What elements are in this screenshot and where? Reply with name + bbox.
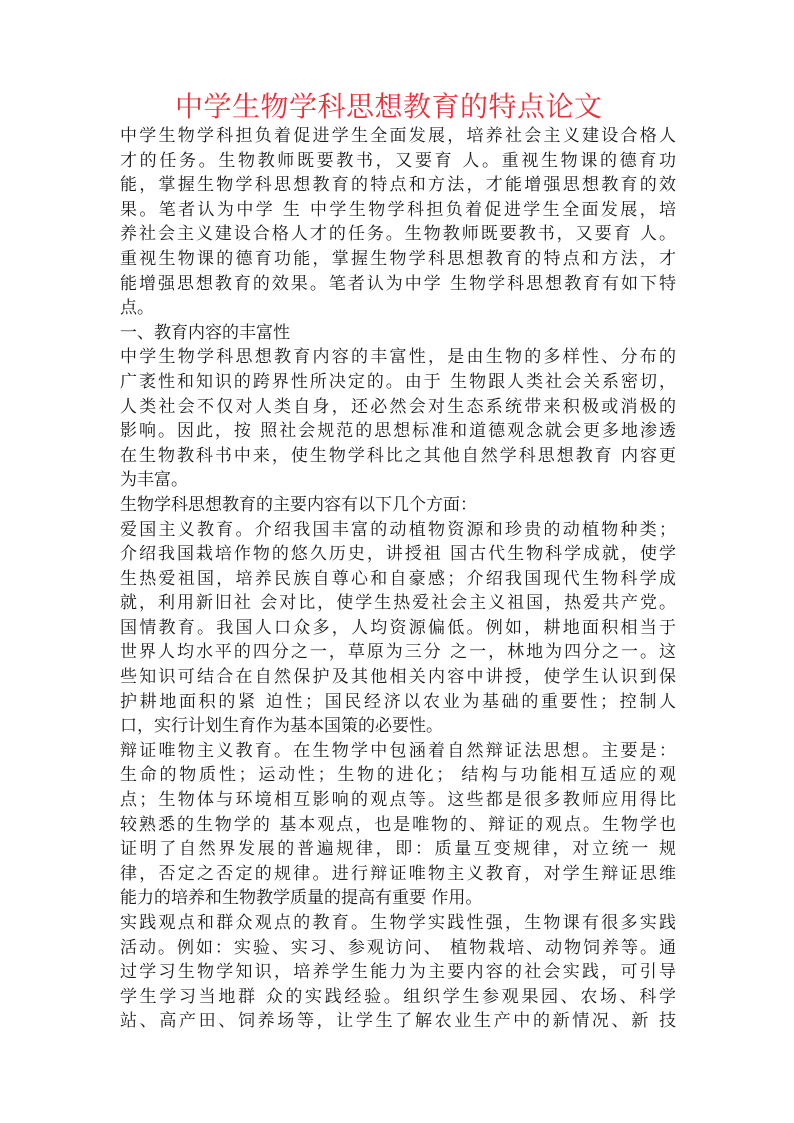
text-line: 能力的培养和生物教学质量的提高有重要 作用。 (120, 888, 483, 909)
text-line: 才的任务。生物教师既要教书，又要育 人。重视生物课的德育功 (120, 150, 676, 171)
text-line: 养社会主义建设合格人才的任务。生物教师既要教书，又要育 人。 (120, 224, 676, 245)
text-line: 能增强思想教育的效果。笔者认为中学 生物学科思想教育有如下特 (120, 273, 676, 294)
text-line: 护耕地面积的紧 迫性；国民经济以农业为基础的重要性；控制人 (120, 691, 676, 712)
text-line: 些知识可结合在自然保护及其他相关内容中讲授，使学生认识到保 (120, 667, 676, 688)
text-line: 在生物教科书中来，使生物学科比之其他自然学科思想教育 内容更 (120, 445, 676, 466)
text-line: 就，利用新旧社 会对比，使学生热爱社会主义祖国，热爱共产党。 (120, 593, 676, 614)
text-line: 辩证唯物主义教育。在生物学中包涵着自然辩证法思想。主要是： (120, 740, 676, 761)
text-line: 果。笔者认为中学 生 中学生物学科担负着促进学生全面发展，培 (120, 199, 676, 220)
text-line: 中学生物学科思想教育内容的丰富性，是由生物的多样性、分布的 (120, 347, 676, 368)
text-line: 中学生物学科担负着促进学生全面发展，培养社会主义建设合格人 (120, 126, 676, 146)
text-line: 影响。因此，按 照社会规范的思想标准和道德观念就会更多地渗透 (120, 421, 676, 442)
text-line: 能，掌握生物学科思想教育的特点和方法，才能增强思想教育的效 (120, 175, 676, 196)
text-line: 人类社会不仅对人类自身，还必然会对生态系统带来积极或消极的 (120, 396, 676, 417)
document-title: 中学生物学科思想教育的特点论文 (175, 90, 603, 123)
text-line: 国情教育。我国人口众多，人均资源偏低。例如，耕地面积相当于 (120, 617, 676, 638)
text-line: 律，否定之否定的规律。进行辩证唯物主义教育，对学生辩证思维 (120, 863, 676, 884)
text-line: 实践观点和群众观点的教育。生物学实践性强，生物课有很多实践 (120, 913, 676, 933)
text-line: 学生学习当地群 众的实践经验。组织学生参观果园、农场、科学 (120, 986, 676, 1007)
text-line: 点。 (120, 298, 154, 319)
text-line: 生物学科思想教育的主要内容有以下几个方面： (120, 494, 477, 515)
text-line: 证明了自然界发展的普遍规律，即：质量互变规律，对立统一 规 (120, 839, 676, 860)
text-line: 站、高产田、饲养场等，让学生了解农业生产中的新情况、新 技 (120, 1011, 676, 1032)
text-line: 生热爱祖国，培养民族自尊心和自豪感；介绍我国现代生物科学成 (120, 568, 676, 589)
text-line: 世界人均水平的四分之一，草原为三分 之一，林地为四分之一。这 (120, 642, 676, 663)
text-line: 为丰富。 (120, 470, 188, 491)
text-line: 介绍我国栽培作物的悠久历史，讲授祖 国古代生物科学成就，使学 (120, 544, 676, 565)
text-line: 重视生物课的德育功能，掌握生物学科思想教育的特点和方法，才 (120, 248, 676, 269)
text-line: 口，实行计划生育作为基本国策的必要性。 (120, 716, 443, 737)
text-line: 活动。例如：实验、实习、参观访问、 植物栽培、动物饲养等。通 (120, 937, 676, 958)
text-line: 一、教育内容的丰富性 (120, 322, 290, 343)
text-line: 过学习生物学知识，培养学生能力为主要内容的社会实践，可引导 (120, 962, 676, 983)
text-line: 较熟悉的生物学的 基本观点，也是唯物的、辩证的观点。生物学也 (120, 814, 676, 835)
text-line: 生命的物质性；运动性；生物的进化； 结构与功能相互适应的观 (120, 765, 676, 786)
text-line: 广袤性和知识的跨界性所决定的。由于 生物跟人类社会关系密切， (120, 371, 676, 392)
document-body (120, 124, 676, 1034)
text-line: 爱国主义教育。介绍我国丰富的动植物资源和珍贵的动植物种类； (120, 519, 676, 540)
text-line: 点；生物体与环境相互影响的观点等。这些都是很多教师应用得比 (120, 790, 676, 811)
